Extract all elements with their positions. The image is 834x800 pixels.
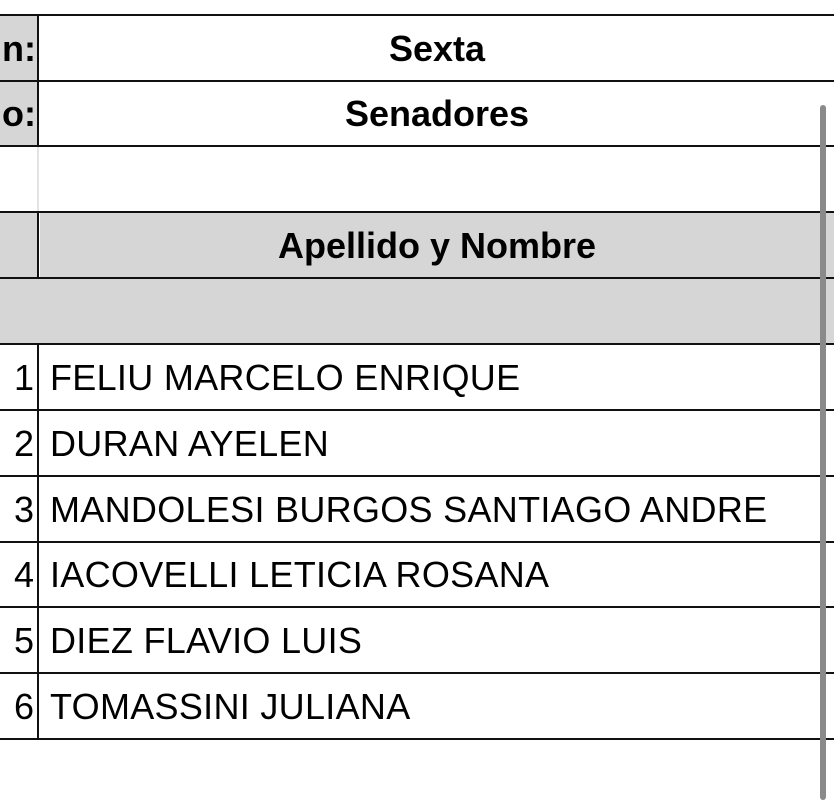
row-number: 6 (13, 685, 34, 727)
table-row[interactable] (0, 674, 834, 739)
blank-cell-left[interactable] (0, 147, 38, 212)
info-label-seccion: n: (0, 16, 38, 81)
candidate-name[interactable]: TOMASSINI JULIANA (50, 685, 411, 727)
info-value-cargo[interactable]: Senadores (344, 93, 530, 134)
row-number: 4 (13, 554, 34, 595)
grid-line (37, 14, 39, 147)
table-row[interactable] (0, 345, 834, 410)
grid-line (0, 738, 834, 740)
blank-cell-right[interactable] (40, 147, 834, 212)
grid-line (0, 475, 834, 477)
candidate-name[interactable]: DIEZ FLAVIO LUIS (50, 619, 363, 661)
table-row[interactable] (0, 543, 834, 607)
grid-line (0, 672, 834, 674)
table-header-row (0, 213, 834, 278)
vertical-scrollbar[interactable] (820, 105, 826, 800)
grid-line (0, 80, 834, 82)
info-row-seccion (0, 16, 834, 81)
table-row[interactable] (0, 411, 834, 476)
grid-line (0, 14, 834, 16)
header-num-cell (0, 213, 38, 278)
candidate-name[interactable]: IACOVELLI LETICIA ROSANA (50, 554, 550, 595)
candidate-name[interactable]: DURAN AYELEN (50, 422, 330, 464)
row-number: 3 (13, 488, 34, 530)
candidate-name[interactable]: FELIU MARCELO ENRIQUE (50, 356, 521, 398)
grid-line (0, 541, 834, 543)
grid-line (37, 211, 39, 279)
info-value-seccion[interactable]: Sexta (388, 27, 486, 69)
grid-line (0, 145, 834, 147)
row-number: 2 (13, 422, 34, 464)
grid-line (0, 277, 834, 279)
row-number: 5 (13, 619, 34, 661)
grid-line (0, 211, 834, 213)
gray-band-row (0, 279, 834, 344)
table-row[interactable] (0, 608, 834, 673)
table-row[interactable] (0, 477, 834, 542)
blank-row (0, 147, 834, 212)
column-header-nombre: Apellido y Nombre (40, 213, 834, 278)
row-number: 1 (13, 356, 34, 398)
grid-line (0, 606, 834, 608)
info-row-cargo (0, 82, 834, 146)
info-label-cargo: o: (0, 82, 38, 146)
grid-line (0, 343, 834, 345)
candidate-name[interactable]: MANDOLESI BURGOS SANTIAGO ANDRE (50, 488, 768, 530)
grid-line (0, 409, 834, 411)
grid-line-faint (37, 147, 39, 211)
grid-line (37, 343, 39, 740)
